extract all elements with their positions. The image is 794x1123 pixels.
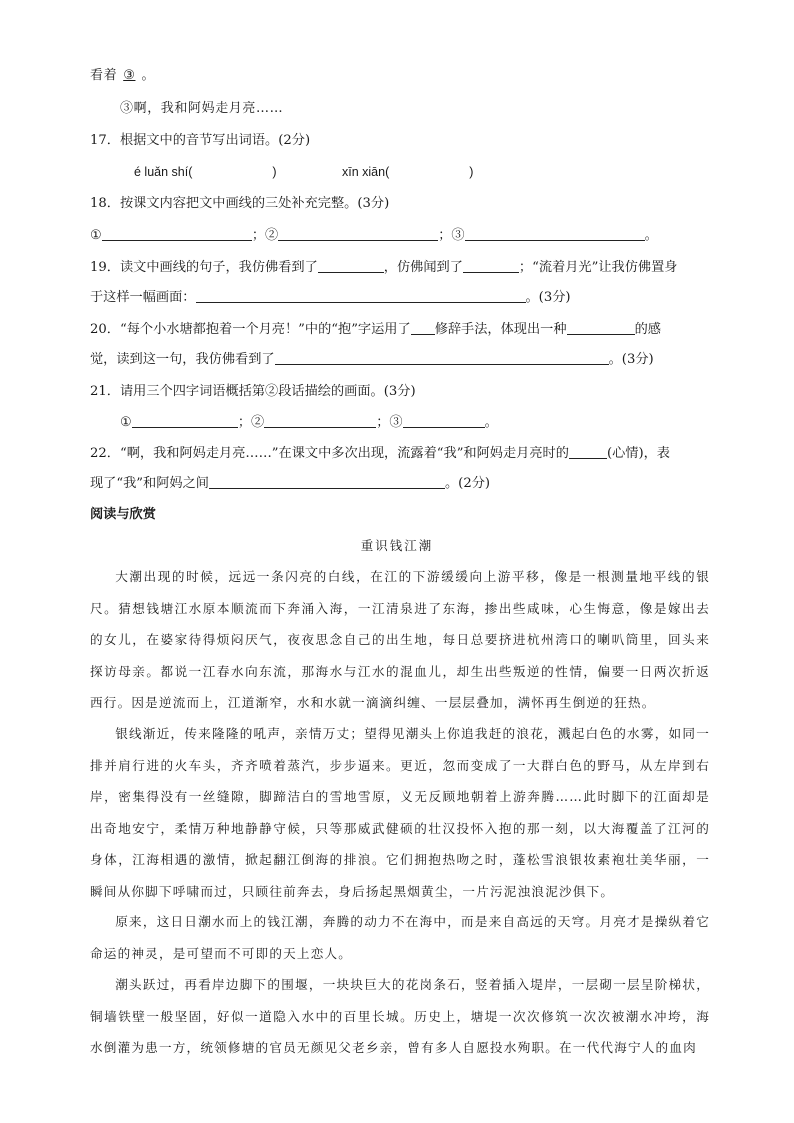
text: 修辞手法，体现出一种 bbox=[434, 322, 567, 337]
mark: ；② bbox=[251, 228, 279, 243]
text: 觉，读到这一句，我仿佛看到了 bbox=[90, 352, 275, 367]
text: 20．“每个小水塘都抱着一个月亮！”中的“抱”字运用了 bbox=[90, 322, 411, 337]
mark: 。 bbox=[484, 415, 498, 430]
question-19-line-2 bbox=[90, 288, 571, 308]
mark: ；③ bbox=[438, 228, 465, 243]
blank-3: ③ bbox=[123, 68, 136, 83]
answer-blank[interactable] bbox=[569, 444, 607, 459]
mark: ；③ bbox=[376, 415, 403, 430]
question-22-line-2 bbox=[90, 474, 490, 494]
question-20-line-2 bbox=[90, 350, 654, 370]
answer-18 bbox=[90, 226, 658, 246]
paren: ) bbox=[469, 165, 474, 179]
passage-paragraph-2: 银线渐近，传来隆隆的吼声，亲情万丈；望得见潮头上你追我赶的浪花，溅起白色的水雾，如同一排并肩行进的火车头，齐齐喷着蒸汽，步步逼来。更近，忽而变成了一大群白色的野马，从左岸到右岸，密集得没有一丝缝隙，脚蹄洁白的雪地雪原，义无反顾地朝着上游奔腾……此时脚下的江面却是出奇地安宁，柔情万种地静静守候，只等那威武健硕的壮汉投怀入抱的那一刻，以大海覆盖了江河的身体，江海相遇的激情，掀起翻江倒海的排浪。它们拥抱热吻之时，蓬松雪浪银妆素袍壮美华丽，一瞬间从你脚下呼啸而过，只顾往前奔去，身后扬起黑烟黄尘，一片污泥浊浪泥沙俱下。 bbox=[90, 726, 710, 899]
text: 。(2分) bbox=[444, 476, 491, 491]
fragment-line-2: ③啊，我和阿妈走月亮…… bbox=[120, 101, 284, 116]
text: ；“流着月光”让我仿佛置身 bbox=[518, 260, 678, 275]
answer-blank-2[interactable] bbox=[278, 226, 438, 241]
question-18: 18．按课文内容把文中画线的三处补充完整。(3分) bbox=[90, 196, 390, 211]
answer-blank[interactable] bbox=[318, 258, 384, 273]
question-17: 17．根据文中的音节写出词语。(2分) bbox=[90, 133, 311, 148]
text: 22．“啊，我和阿妈走月亮……”在课文中多次出现，流露着“我”和阿妈走月亮时的 bbox=[90, 446, 569, 461]
answer-21 bbox=[120, 413, 498, 433]
section-heading: 阅读与欣赏 bbox=[90, 507, 156, 522]
mark: ；② bbox=[237, 415, 265, 430]
passage-title: 重识钱江潮 bbox=[360, 538, 434, 553]
text: 19．读文中画线的句子，我仿佛看到了 bbox=[90, 260, 318, 275]
mark: ① bbox=[120, 415, 132, 430]
pinyin-text: é luǎn shí( bbox=[134, 165, 193, 179]
answer-blank-2[interactable] bbox=[264, 413, 376, 428]
answer-blank[interactable] bbox=[209, 474, 445, 489]
passage-paragraph-1: 大潮出现的时候，远远一条闪亮的白线，在江的下游缓缓向上游平移，像是一根测量地平线的银尺。猜想钱塘江水原本顺流而下奔涌入海，一江清泉进了东海，掺出些咸味，心生悔意，像是嫁出去的女儿，在婆家待得烦闷厌气，夜夜思念自己的出生地，每日总要挤进杭州湾口的喇叭筒里，回头来探访母亲。都说一江春水向东流，那海水与江水的混血儿，却生出些叛逆的性情，偏要一日两次折返西行。因是逆流而上，江道渐窄，水和水就一滴滴纠缠、一层层叠加，满怀再生倒逆的狂热。 bbox=[90, 569, 710, 710]
answer-blank[interactable] bbox=[411, 320, 435, 335]
text: 。(3分) bbox=[525, 290, 571, 305]
text: 于这样一幅画面： bbox=[90, 290, 196, 305]
answer-blank-1[interactable] bbox=[132, 413, 238, 428]
pinyin-2 bbox=[342, 162, 473, 182]
pinyin-text: xīn xiān( bbox=[342, 165, 390, 179]
question-22-line-1 bbox=[90, 444, 670, 464]
answer-blank[interactable] bbox=[463, 258, 519, 273]
text: 。 bbox=[141, 68, 156, 83]
fragment-line-1 bbox=[90, 66, 155, 86]
text: 的感 bbox=[634, 322, 661, 337]
text: (心情)，表 bbox=[606, 446, 670, 461]
text: ，仿佛闻到了 bbox=[383, 260, 463, 275]
answer-blank-3[interactable] bbox=[465, 226, 645, 241]
mark: 。 bbox=[644, 228, 658, 243]
passage-paragraph-3: 原来，这日日潮水而上的钱江潮，奔腾的动力不在海中，而是来自高远的天穹。月亮才是操纵着它命运的神灵，是可望而不可即的天上恋人。 bbox=[90, 914, 710, 961]
question-21: 21．请用三个四字词语概括第②段话描绘的画面。(3分) bbox=[90, 384, 416, 399]
question-20-line-1 bbox=[90, 320, 661, 340]
pinyin-1 bbox=[134, 162, 277, 182]
question-19-line-1 bbox=[90, 258, 677, 278]
answer-blank[interactable] bbox=[275, 350, 609, 365]
text: 看着 bbox=[90, 68, 118, 83]
passage-paragraph-4: 潮头跃过，再看岸边脚下的围堰，一块块巨大的花岗条石，竖着插入堤岸，一层砌一层呈阶梯状，铜墙铁壁一般坚固，好似一道隐入水中的百里长城。历史上，塘堤一次次修筑一次次被潮水冲垮，海水倒灌为患一方，统领修塘的官员无颜见父老乡亲，曾有多人自愿投水殉职。在一代代海宁人的血肉 bbox=[90, 977, 710, 1055]
answer-blank[interactable] bbox=[567, 320, 635, 335]
text: 。(3分) bbox=[608, 352, 654, 367]
answer-blank-1[interactable] bbox=[102, 226, 252, 241]
answer-blank-3[interactable] bbox=[403, 413, 485, 428]
paren: ) bbox=[272, 165, 277, 179]
answer-blank[interactable] bbox=[196, 288, 526, 303]
mark: ① bbox=[90, 228, 102, 243]
text: 现了“我”和阿妈之间 bbox=[90, 476, 209, 491]
